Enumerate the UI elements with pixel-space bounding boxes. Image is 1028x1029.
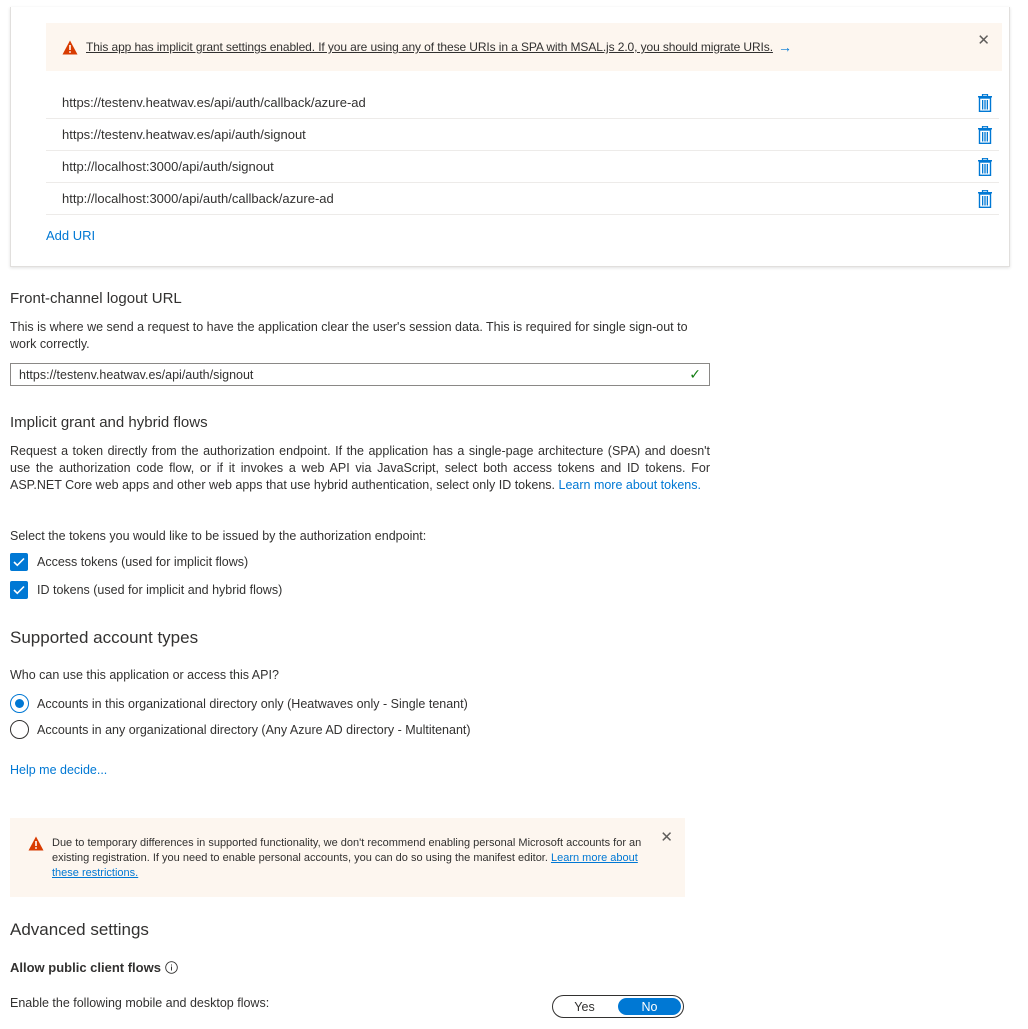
token-select-prompt: Select the tokens you would like to be issued by the authorization endpoint: bbox=[10, 529, 427, 543]
access-tokens-checkbox[interactable] bbox=[10, 553, 28, 571]
list-item bbox=[46, 151, 999, 183]
implicit-grant-description bbox=[10, 443, 710, 494]
public-client-flows-label: Allow public client flows bbox=[10, 960, 161, 975]
redirect-uri-text[interactable]: http://localhost:3000/api/auth/signout bbox=[62, 159, 274, 174]
public-client-flows-toggle[interactable] bbox=[552, 995, 684, 1018]
toggle-yes-option[interactable]: Yes bbox=[574, 999, 595, 1014]
redirect-uri-text[interactable]: https://testenv.heatwav.es/api/auth/callback/azure-ad bbox=[62, 95, 366, 110]
advanced-settings-title: Advanced settings bbox=[10, 920, 149, 939]
arrow-right-icon[interactable]: → bbox=[777, 39, 792, 55]
implicit-grant-description-text: Request a token directly from the authorization endpoint. If the application has a single-page architecture (SPA) and doesn't use the authorization code flow, or if it invokes a web API via JavaScript, select both access tokens and ID tokens. For ASP.NET Core web apps and other web apps that use hybrid authentication, select only ID tokens. bbox=[10, 444, 710, 492]
front-channel-url-value: https://testenv.heatwav.es/api/auth/signout bbox=[19, 367, 254, 382]
account-types-question: Who can use this application or access this API? bbox=[10, 668, 279, 682]
list-item bbox=[46, 87, 999, 119]
personal-accounts-warning-text bbox=[52, 836, 652, 897]
close-icon[interactable]: ✕ bbox=[660, 829, 673, 846]
learn-more-restrictions-link[interactable]: Learn more about these restrictions. bbox=[52, 852, 638, 879]
implicit-grant-warning-text[interactable]: This app has implicit grant settings enabled. If you are using any of these URIs in a SPA with MSAL.js 2.0, you should migrate URIs. bbox=[86, 40, 773, 54]
list-item bbox=[46, 119, 999, 151]
single-tenant-radio[interactable] bbox=[10, 694, 29, 713]
id-tokens-label: ID tokens (used for implicit and hybrid flows) bbox=[37, 583, 283, 597]
multi-tenant-label: Accounts in any organizational directory (Any Azure AD directory - Multitenant) bbox=[37, 722, 471, 737]
trash-icon[interactable] bbox=[977, 190, 993, 208]
single-tenant-radio-row[interactable] bbox=[10, 694, 468, 713]
close-icon[interactable]: ✕ bbox=[977, 32, 990, 49]
implicit-grant-title: Implicit grant and hybrid flows bbox=[10, 414, 208, 431]
toggle-no-option[interactable]: No bbox=[618, 998, 681, 1015]
redirect-uri-text[interactable]: https://testenv.heatwav.es/api/auth/signout bbox=[62, 127, 306, 142]
id-tokens-checkbox[interactable] bbox=[10, 581, 28, 599]
front-channel-description: This is where we send a request to have the application clear the user's session data. This is required for single sign-out to work correctly. bbox=[10, 320, 688, 351]
front-channel-title: Front-channel logout URL bbox=[10, 290, 182, 307]
help-me-decide-link[interactable]: Help me decide... bbox=[10, 763, 108, 777]
single-tenant-label: Accounts in this organizational directory only (Heatwaves only - Single tenant) bbox=[37, 696, 468, 711]
redirect-uri-list bbox=[46, 87, 999, 215]
personal-accounts-warning-message: Due to temporary differences in supported functionality, we don't recommend enabling personal Microsoft accounts for an existing registration. If you need to enable personal accounts, you can do so using the manifest editor. bbox=[52, 837, 642, 864]
id-tokens-checkbox-row[interactable] bbox=[10, 581, 282, 599]
access-tokens-label: Access tokens (used for implicit flows) bbox=[37, 555, 249, 569]
account-types-title: Supported account types bbox=[10, 628, 199, 647]
warning-icon bbox=[62, 40, 78, 55]
info-icon[interactable] bbox=[165, 961, 178, 974]
list-item bbox=[46, 183, 999, 215]
checkmark-icon: ✓ bbox=[689, 366, 701, 382]
front-channel-url-input[interactable] bbox=[10, 363, 710, 386]
enable-flows-label: Enable the following mobile and desktop flows: bbox=[10, 996, 270, 1010]
redirect-uri-text[interactable]: http://localhost:3000/api/auth/callback/azure-ad bbox=[62, 191, 334, 206]
multi-tenant-radio-row[interactable] bbox=[10, 720, 471, 739]
trash-icon[interactable] bbox=[977, 126, 993, 144]
trash-icon[interactable] bbox=[977, 94, 993, 112]
personal-accounts-warning-banner bbox=[10, 818, 685, 897]
add-uri-link[interactable]: Add URI bbox=[46, 228, 96, 243]
access-tokens-checkbox-row[interactable] bbox=[10, 553, 248, 571]
redirect-uris-card bbox=[10, 7, 1010, 267]
implicit-grant-warning-banner bbox=[46, 23, 1002, 71]
trash-icon[interactable] bbox=[977, 158, 993, 176]
checkmark-icon bbox=[13, 557, 25, 567]
warning-icon bbox=[28, 836, 44, 851]
learn-more-tokens-link[interactable]: Learn more about tokens. bbox=[558, 478, 701, 492]
public-client-flows-heading bbox=[10, 960, 178, 975]
multi-tenant-radio[interactable] bbox=[10, 720, 29, 739]
checkmark-icon bbox=[13, 585, 25, 595]
